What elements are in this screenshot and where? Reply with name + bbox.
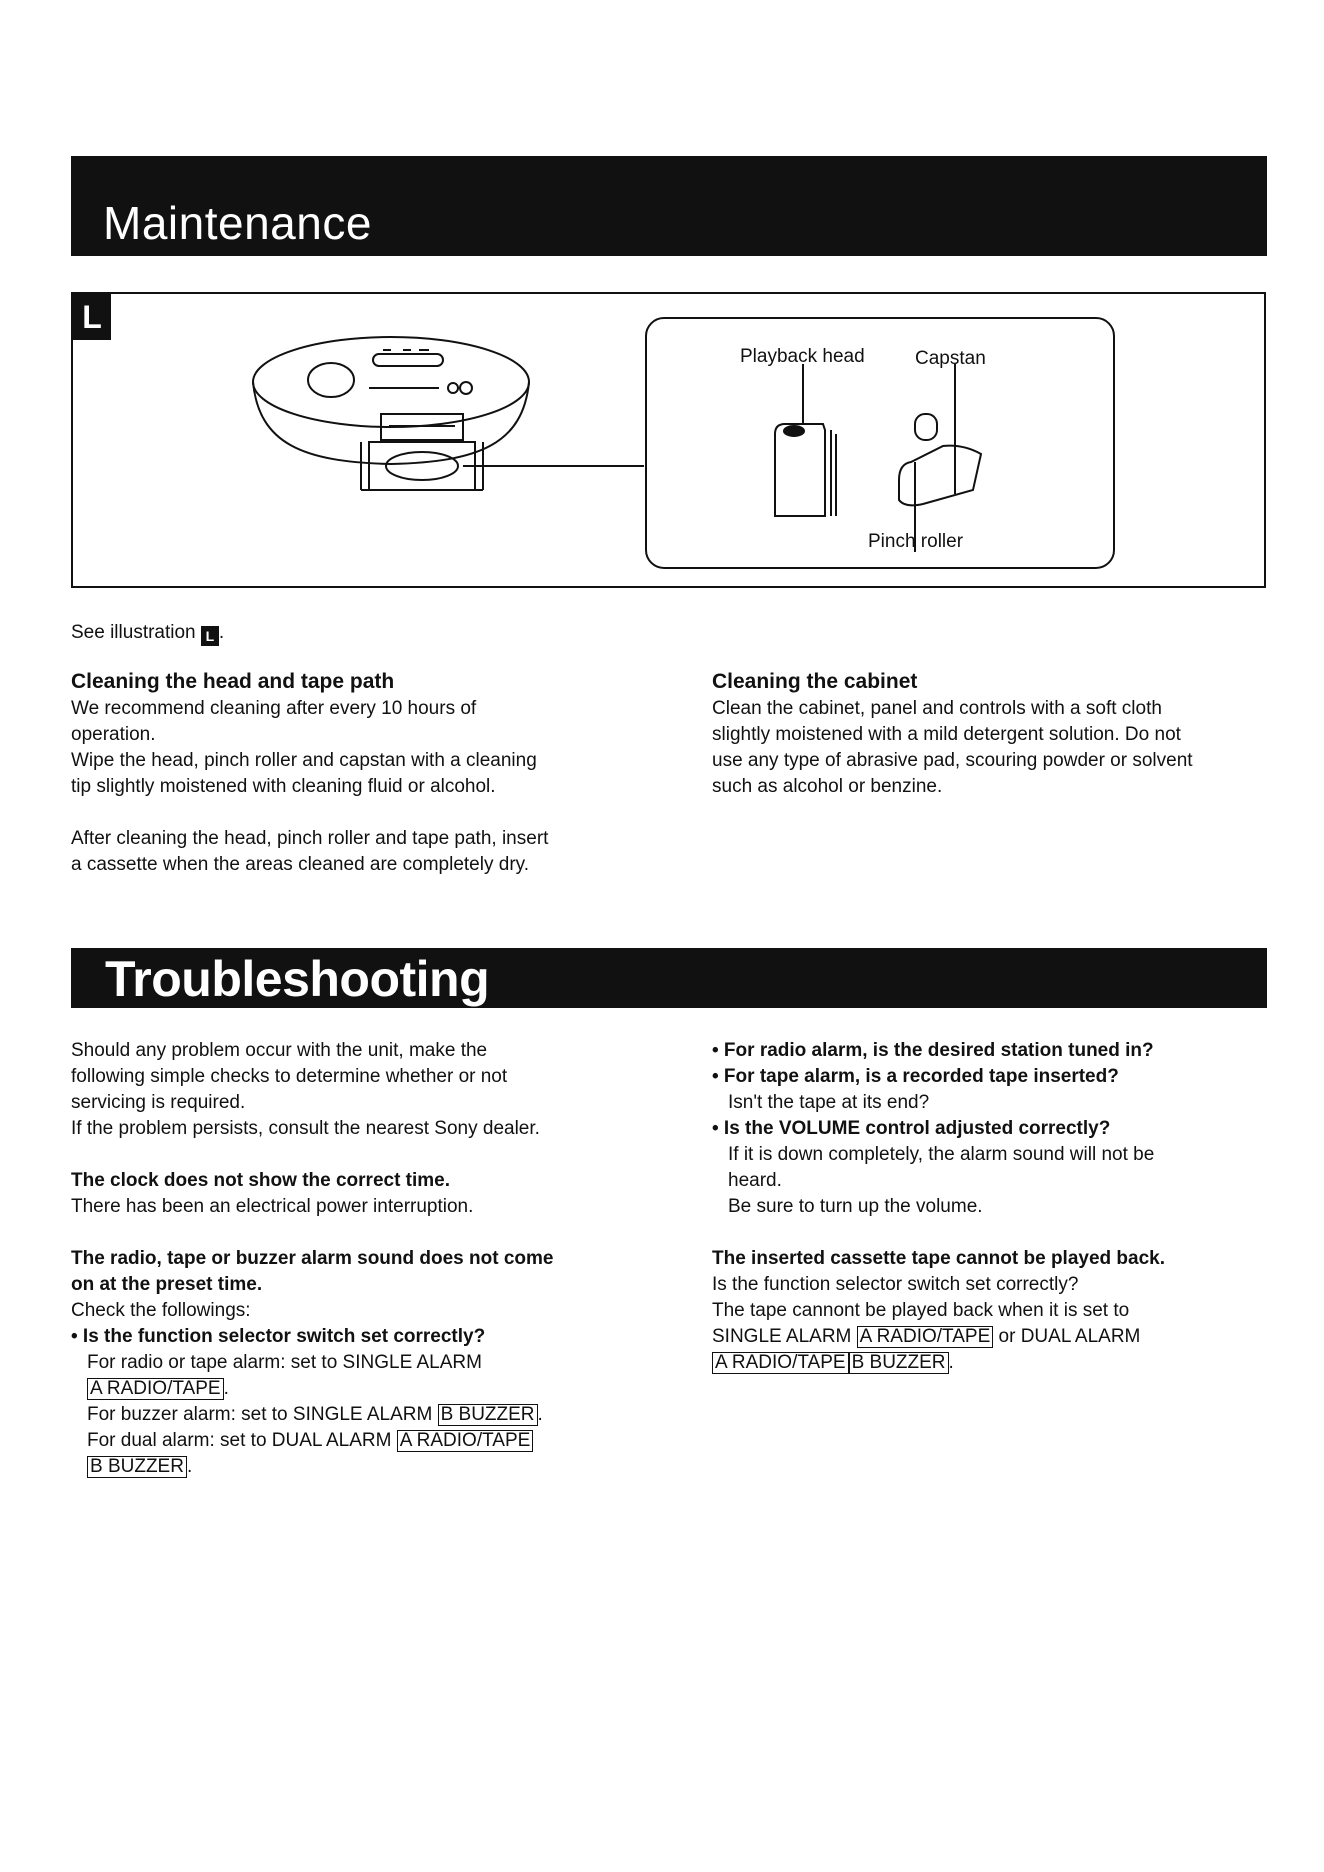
alarm-bullet: • For radio alarm, is the desired station tuned in? [712, 1040, 1154, 1061]
radio-tape-switch-label: A RADIO/TAPE [857, 1326, 994, 1348]
cabinet-heading: Cleaning the cabinet [712, 670, 918, 693]
alarm-bullet-line [71, 1454, 651, 1480]
cassette-player-illustration [73, 294, 1264, 586]
radio-tape-switch-label: A RADIO/TAPE [397, 1430, 534, 1452]
cassette-line [712, 1350, 1292, 1376]
buzzer-switch-label: B BUZZER [438, 1404, 538, 1426]
dual-line-text: For dual alarm: set to DUAL ALARM [87, 1430, 392, 1451]
cabinet-line: Clean the cabinet, panel and controls with a soft cloth [712, 698, 1162, 719]
head-heading: Cleaning the head and tape path [71, 670, 395, 693]
buzzer-switch-label: B BUZZER [87, 1456, 187, 1478]
alarm-bullet-line: Isn't the tape at its end? [728, 1092, 930, 1113]
radio-tape-switch-label: A RADIO/TAPE [87, 1378, 224, 1400]
alarm-bullet: • Is the VOLUME control adjusted correctly? [712, 1118, 1111, 1139]
pinch-roller-label: Pinch roller [868, 531, 964, 552]
capstan-label: Capstan [915, 348, 986, 369]
see-illustration [71, 620, 224, 646]
alarm-heading: The radio, tape or buzzer alarm sound does not come [71, 1248, 554, 1269]
cabinet-section [712, 668, 1282, 800]
buzzer-switch-label: B BUZZER [849, 1352, 949, 1374]
troubleshooting-right [712, 1038, 1292, 1376]
intro-line: following simple checks to determine whether or not [71, 1066, 508, 1087]
see-end: . [218, 622, 225, 643]
cassette-heading: The inserted cassette tape cannot be played back. [712, 1248, 1165, 1269]
intro-line: servicing is required. [71, 1092, 246, 1113]
period: . [223, 1378, 229, 1399]
playback-head-label: Playback head [740, 346, 865, 367]
alarm-bullet-line: Be sure to turn up the volume. [728, 1196, 983, 1217]
head-line: Wipe the head, pinch roller and capstan with a cleaning [71, 750, 537, 771]
alarm-bullet-line [71, 1402, 651, 1428]
intro-line: Should any problem occur with the unit, make the [71, 1040, 488, 1061]
see-text: See illustration [71, 622, 196, 643]
maintenance-banner [71, 156, 1267, 256]
alarm-bullet-line [71, 1428, 651, 1454]
clock-heading: The clock does not show the correct time. [71, 1170, 451, 1191]
alarm-bullet-line: heard. [728, 1170, 782, 1191]
clock-body: There has been an electrical power interruption. [71, 1196, 474, 1217]
buzzer-line-text: For buzzer alarm: set to SINGLE ALARM [87, 1404, 433, 1425]
head-line: tip slightly moistened with cleaning fluid or alcohol. [71, 776, 496, 797]
cassette-line: Is the function selector switch set correctly? [712, 1274, 1079, 1295]
head-line: We recommend cleaning after every 10 hours of [71, 698, 477, 719]
maintenance-title: Maintenance [103, 197, 372, 249]
troubleshooting-left [71, 1038, 651, 1480]
dual-alarm-text: or DUAL ALARM [998, 1326, 1141, 1347]
alarm-bullet-line: For radio or tape alarm: set to SINGLE ALARM [87, 1352, 482, 1373]
alarm-check: Check the followings: [71, 1300, 251, 1321]
period: . [537, 1404, 543, 1425]
illustration-panel [71, 292, 1266, 588]
period: . [948, 1352, 954, 1373]
illustration-badge: L [73, 294, 111, 340]
cabinet-line: slightly moistened with a mild detergent solution. Do not [712, 724, 1181, 745]
period: . [186, 1456, 193, 1477]
troubleshooting-banner [71, 948, 1267, 1008]
alarm-bullet: • Is the function selector switch set correctly? [71, 1326, 486, 1347]
radio-tape-switch-label: A RADIO/TAPE [712, 1352, 849, 1374]
cassette-line [712, 1324, 1292, 1350]
cabinet-line: such as alcohol or benzine. [712, 776, 943, 797]
alarm-bullet-line: If it is down completely, the alarm sound will not be [728, 1144, 1155, 1165]
head-line: After cleaning the head, pinch roller and tape path, insert [71, 828, 549, 849]
cassette-line: The tape cannont be played back when it is set to [712, 1300, 1130, 1321]
alarm-heading: on at the preset time. [71, 1274, 263, 1295]
intro-line: If the problem persists, consult the nearest Sony dealer. [71, 1118, 540, 1139]
alarm-bullet-line [71, 1376, 651, 1402]
cabinet-line: use any type of abrasive pad, scouring powder or solvent [712, 750, 1193, 771]
head-line: a cassette when the areas cleaned are completely dry. [71, 854, 530, 875]
single-alarm-text: SINGLE ALARM [712, 1326, 852, 1347]
alarm-bullet: • For tape alarm, is a recorded tape inserted? [712, 1066, 1119, 1087]
see-badge: L [201, 626, 219, 646]
troubleshooting-title: Troubleshooting [105, 951, 490, 1007]
head-line: operation. [71, 724, 156, 745]
head-section [71, 668, 641, 878]
